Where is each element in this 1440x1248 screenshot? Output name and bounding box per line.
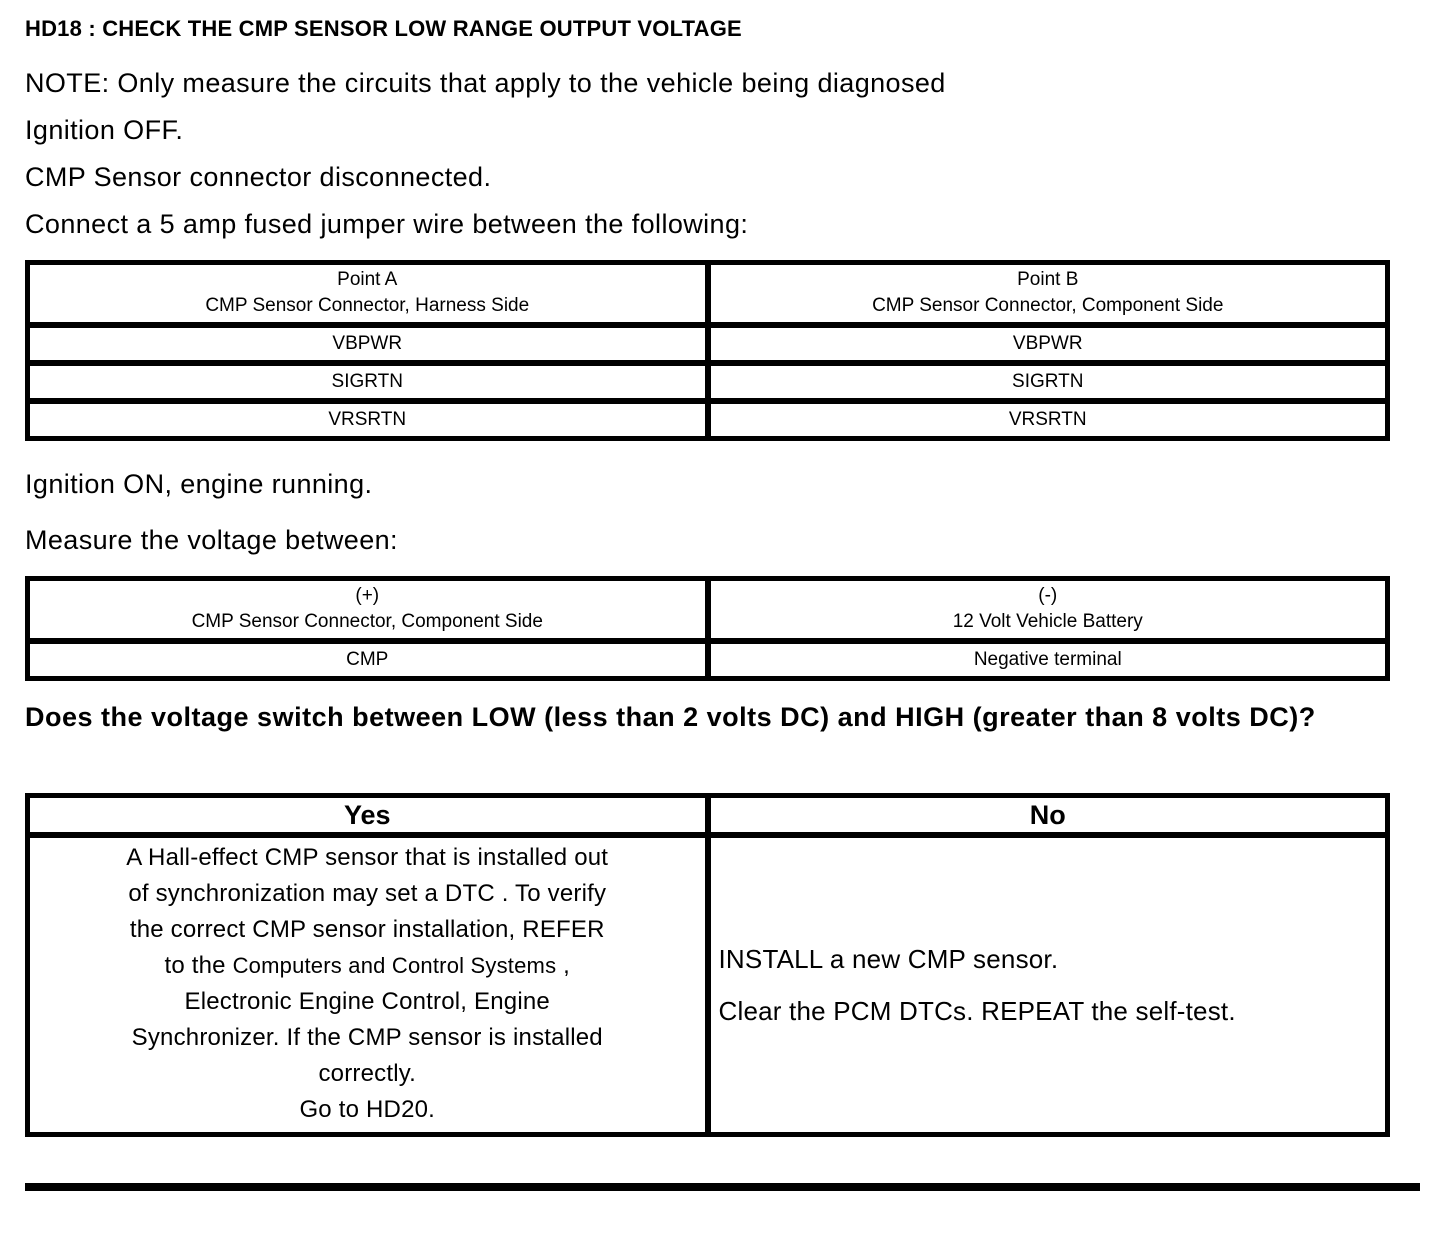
positive-title: (+) xyxy=(355,585,380,606)
no-instruction-install: INSTALL a new CMP sensor. xyxy=(718,944,1059,974)
jumper-cell-vbpwr-a: VBPWR xyxy=(27,325,708,363)
point-b-subtitle: CMP Sensor Connector, Component Side xyxy=(872,295,1224,316)
voltage-table-header-row xyxy=(27,578,1388,641)
yes-cell-line: Electronic Engine Control, Engine xyxy=(184,988,550,1015)
yes-goto-line: Go to HD20. xyxy=(299,1096,436,1123)
no-header: No xyxy=(708,795,1389,835)
yes-cell-line: Synchronizer. If the CMP sensor is installed xyxy=(131,1024,603,1051)
no-cell xyxy=(708,835,1389,1135)
jumper-table-header-row xyxy=(27,262,1388,325)
table-row xyxy=(27,401,1388,439)
no-instruction-clear: Clear the PCM DTCs. REPEAT the self-test. xyxy=(718,996,1236,1026)
yes-ref-after: , xyxy=(556,952,571,979)
yes-ref-before: to the xyxy=(164,952,233,979)
yes-cell-line: correctly. xyxy=(318,1060,417,1087)
note-text: NOTE: Only measure the circuits that apply to the vehicle being diagnosed xyxy=(25,68,946,98)
step-ignition-off: Ignition OFF. xyxy=(25,115,184,145)
yes-cell-reference-line xyxy=(34,948,701,984)
yes-cell-line: A Hall-effect CMP sensor that is installed out xyxy=(126,844,609,871)
step-cmp-disconnected: CMP Sensor connector disconnected. xyxy=(25,162,492,192)
voltage-table-header-positive xyxy=(27,578,708,641)
voltage-table-header-negative xyxy=(708,578,1389,641)
jumper-table-header-point-a xyxy=(27,262,708,325)
jumper-cell-vrsrtn-b: VRSRTN xyxy=(708,401,1389,439)
jumper-table-header-point-b xyxy=(708,262,1389,325)
step-ignition-on: Ignition ON, engine running. xyxy=(25,469,373,499)
yes-header: Yes xyxy=(27,795,708,835)
jumper-cell-sigrtn-a: SIGRTN xyxy=(27,363,708,401)
jumper-cell-sigrtn-b: SIGRTN xyxy=(708,363,1389,401)
yes-cell-line: the correct CMP sensor installation, REFER xyxy=(129,916,605,943)
positive-subtitle: CMP Sensor Connector, Component Side xyxy=(191,611,543,632)
point-a-title: Point A xyxy=(337,269,398,290)
bottom-divider xyxy=(25,1183,1420,1191)
yes-ref-title: Computers and Control Systems xyxy=(232,953,557,978)
question-text: Does the voltage switch between LOW (less than 2 volts DC) and HIGH (greater than 8 volts DC)? xyxy=(25,702,1316,732)
procedure-title: HD18 : CHECK THE CMP SENSOR LOW RANGE OUTPUT VOLTAGE xyxy=(25,16,742,41)
yes-cell-line: of synchronization may set a DTC . To verify xyxy=(128,880,607,907)
decision-table xyxy=(25,793,1390,1137)
voltage-cell-negative-terminal: Negative terminal xyxy=(708,641,1389,679)
jumper-cell-vbpwr-b: VBPWR xyxy=(708,325,1389,363)
decision-table-body-row xyxy=(27,835,1388,1135)
jumper-connection-table xyxy=(25,260,1390,441)
step-connect-jumper: Connect a 5 amp fused jumper wire between the following: xyxy=(25,209,749,239)
jumper-cell-vrsrtn-a: VRSRTN xyxy=(27,401,708,439)
decision-table-header-row xyxy=(27,795,1388,835)
point-b-title: Point B xyxy=(1017,269,1079,290)
table-row xyxy=(27,363,1388,401)
voltage-measurement-table xyxy=(25,576,1390,681)
step-measure-voltage: Measure the voltage between: xyxy=(25,525,398,555)
table-row xyxy=(27,641,1388,679)
table-row xyxy=(27,325,1388,363)
negative-subtitle: 12 Volt Vehicle Battery xyxy=(952,611,1143,632)
negative-title: (-) xyxy=(1038,585,1058,606)
point-a-subtitle: CMP Sensor Connector, Harness Side xyxy=(205,295,530,316)
yes-cell xyxy=(27,835,708,1135)
voltage-cell-cmp: CMP xyxy=(27,641,708,679)
